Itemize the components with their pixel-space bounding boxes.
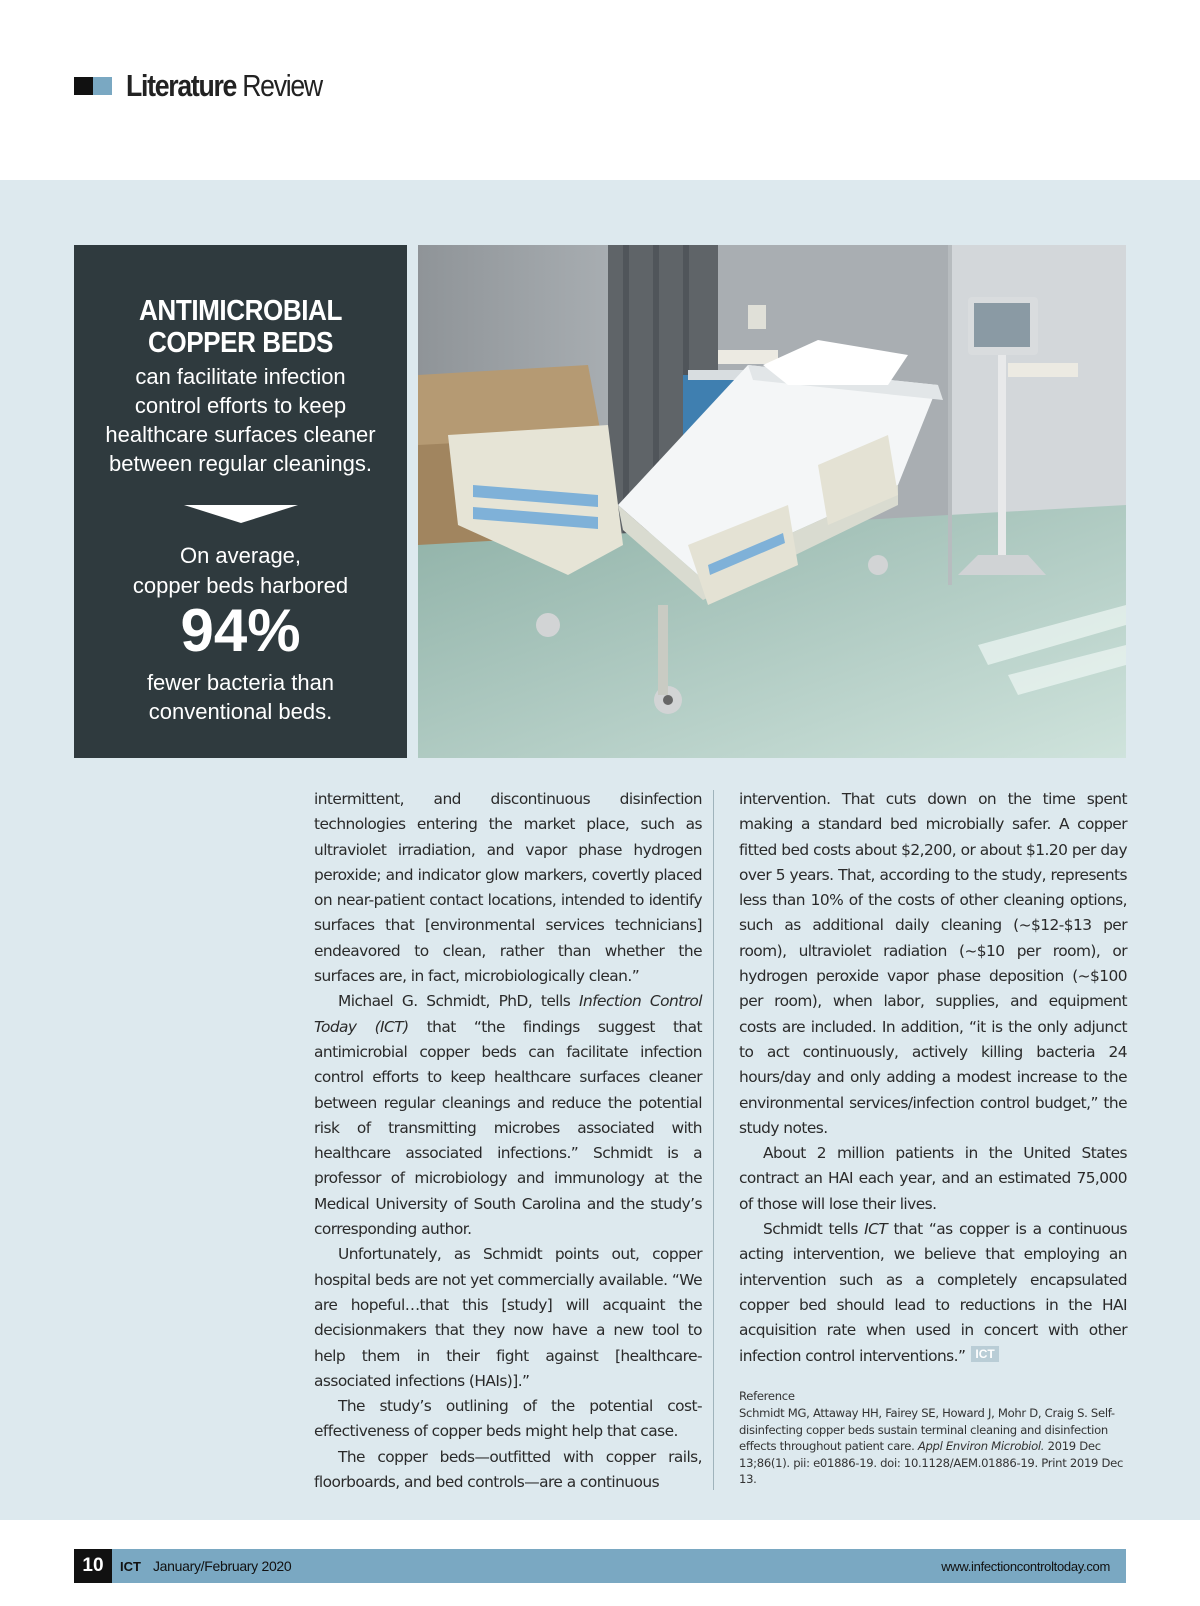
reference-text: Schmidt MG, Attaway HH, Fairey SE, Howard J, Mohr D, Craig S. Self-disinfecting copper beds sustain terminal cleaning and disinfection effects throughout patient care. — [739, 1406, 1115, 1454]
hospital-bed-photo — [418, 245, 1126, 758]
callout-subtext-line: healthcare surfaces cleaner — [105, 422, 376, 447]
callout-stat: 94% — [180, 597, 301, 664]
article-text: that “the findings suggest that antimicrobial copper beds can facilitate infection control efforts to keep healthcare surfaces cleaner between regular cleanings and reduce the potential risk of transmitting microbes associated with healthcare associated infections.” Schmidt is a professor of microbiology and immunology at the Medical University of South Carolina and the study’s corresponding author. — [314, 1017, 702, 1239]
publication-name: ICT — [864, 1220, 888, 1239]
end-mark-icon: ICT — [971, 1346, 998, 1362]
callout-average-line: On average, — [179, 543, 302, 568]
article-paragraph: About 2 million patients in the United States contract an HAI each year, and an estimated 75,000 of those will lose their lives. — [739, 1144, 1127, 1213]
article-paragraph — [739, 1217, 1127, 1369]
section-title-light: Review — [242, 68, 322, 103]
article-text: that “as copper is a continuous acting intervention, we believe that employing an intervention such as a completely encapsulated copper bed should lead to reductions in the HAI acquisition rate when used in concert with other infection control interventions.” — [739, 1220, 1128, 1365]
callout-headline-line: ANTIMICROBIAL — [139, 295, 342, 327]
issue-date: January/February 2020 — [152, 1558, 292, 1574]
reference-citation — [739, 1405, 1127, 1487]
down-arrow-icon — [184, 505, 298, 523]
reference-text: 2019 Dec 13;86(1). pii: e01886-19. doi: 10.1128/AEM.01886-19. Print 2019 Dec 13. — [739, 1439, 1124, 1487]
callout-subtext-line: between regular cleanings. — [109, 451, 372, 476]
reference-block — [739, 1388, 1127, 1487]
callout-subtext — [74, 362, 407, 478]
section-title — [126, 68, 322, 104]
article-text: Michael G. Schmidt, PhD, tells — [338, 992, 579, 1011]
website-link[interactable]: www.infectioncontroltoday.com — [941, 1558, 1110, 1574]
callout-subtext-line: can facilitate infection — [135, 364, 346, 389]
magazine-name: ICT — [120, 1558, 141, 1574]
callout-subtext-line: control efforts to keep — [134, 393, 347, 418]
callout-headline — [91, 295, 391, 359]
callout-stat-tail-line: fewer bacteria than — [146, 670, 335, 695]
callout-average — [74, 541, 407, 601]
section-marker-icon — [74, 77, 112, 95]
article-column-right — [739, 787, 1127, 1369]
column-divider — [713, 790, 714, 1490]
publication-name: Infection Control Today (ICT) — [314, 992, 703, 1036]
hospital-bed-illustration — [418, 245, 1126, 758]
article-paragraph — [314, 989, 702, 1242]
reference-journal: Appl Environ Microbiol. — [917, 1439, 1045, 1454]
callout-headline-line: COPPER BEDS — [147, 327, 334, 359]
page-number: 10 — [74, 1549, 112, 1583]
article-paragraph: intermittent, and discontinuous disinfection technologies entering the market place, such as ultraviolet irradiation, and vapor phase hydrogen peroxide; and indicator glow markers, covertly placed on near-patient contact locations, intended to identify surfaces that [environmental services technicians] endeavored to clean, rather than whether the surfaces are, in fact, microbiologically clean.” — [314, 790, 702, 986]
article-paragraph: The study’s outlining of the potential cost-effectiveness of copper beds might help that case. — [314, 1397, 702, 1441]
article-column-left — [314, 787, 702, 1495]
callout-stat-tail-line: conventional beds. — [148, 699, 333, 724]
page-footer — [74, 1549, 1126, 1583]
section-header — [74, 68, 354, 104]
section-title-bold: Literature — [126, 68, 237, 103]
callout-average-line: copper beds harbored — [132, 573, 349, 598]
article-paragraph: Unfortunately, as Schmidt points out, copper hospital beds are not yet commercially available. “We are hopeful…that this [study] will acquaint the decisionmakers that they now have a new tool to help them in their fight against [healthcare-associated infections (HAIs)].” — [314, 1245, 702, 1390]
article-paragraph: intervention. That cuts down on the time spent making a standard bed microbially safer. A copper fitted bed costs about $2,200, or about $1.20 per day over 5 years. That, according to the study, represents less than 10% of the costs of other cleaning options, such as additional daily cleaning (~$12-$13 per room), ultraviolet radiation (~$10 per room), or hydrogen peroxide vapor phase deposition (~$100 per room), when labor, supplies, and equipment costs are included. In addition, “it is the only adjunct to act continuously, actively killing bacteria 24 hours/day and only adding a modest increase to the environmental services/infection control budget,” the study notes. — [739, 790, 1127, 1137]
callout-box — [74, 245, 407, 758]
article-text: Schmidt tells — [763, 1220, 865, 1239]
reference-label: Reference — [739, 1389, 795, 1403]
article-paragraph: The copper beds—outfitted with copper rails, floorboards, and bed controls—are a continuous — [314, 1447, 702, 1492]
callout-stat-tail — [74, 668, 407, 726]
